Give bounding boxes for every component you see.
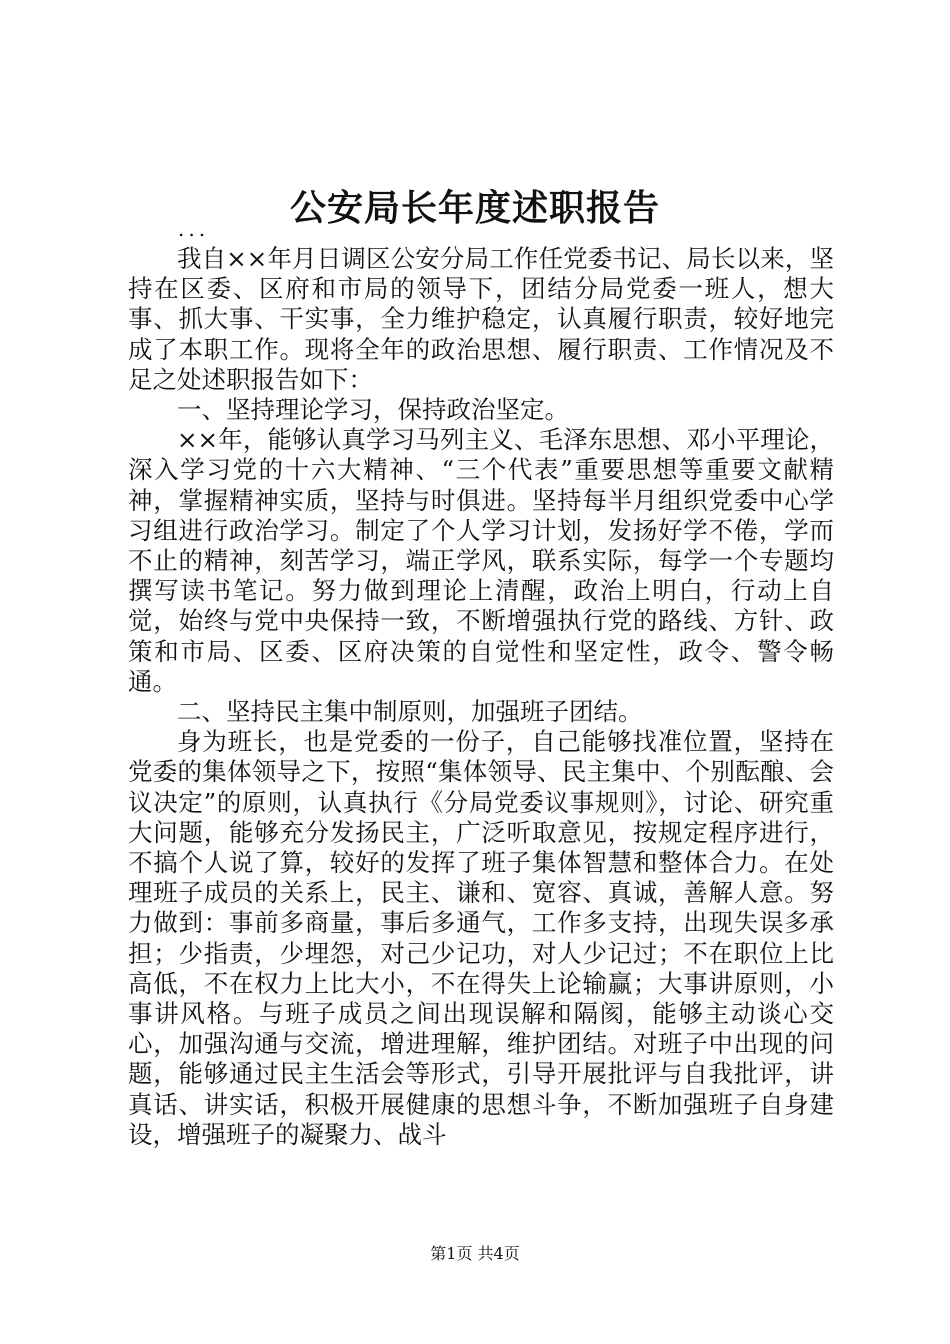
paragraph-section-1: ××年，能够认真学习马列主义、毛泽东思想、邓小平理论，深入学习党的十六大精神、“三个代表”重要思想等重要文献精神，掌握精神实质，坚持与时俱进。坚持每半月组织党委中心学习组进行政治学习。制定了个人学习计划，发扬好学不倦，学而不止的精神，刻苦学习，端正学风，联系实际，每学一个专题均撰写读书笔记。努力做到理论上清醒，政治上明白，行动上自觉，始终与党中央保持一致，不断增强执行党的路线、方针、政策和市局、区委、区府决策的自觉性和坚定性，政令、警令畅通。	[128, 425, 834, 696]
section-heading-2: 二、坚持民主集中制原则，加强班子团结。	[177, 697, 643, 727]
ellipsis-text: ...	[178, 217, 210, 241]
page-number: 第1页 共4页	[430, 1244, 520, 1263]
document-body	[128, 244, 834, 1150]
section-heading-1: 一、坚持理论学习，保持政治坚定。	[177, 395, 569, 425]
paragraph-section-2: 身为班长，也是党委的一份子，自己能够找准位置，坚持在党委的集体领导之下，按照“集体领导、民主集中、个别酝酿、会议决定”的原则，认真执行《分局党委议事规则》，讨论、研究重大问题，能够充分发扬民主，广泛听取意见，按规定程序进行，不搞个人说了算，较好的发挥了班子集体智慧和整体合力。在处理班子成员的关系上，民主、谦和、宽容、真诚，善解人意。努力做到：事前多商量，事后多通气，工作多支持，出现失误多承担；少指责，少埋怨，对己少记功，对人少记过；不在职位上比高低，不在权力上比大小，不在得失上论输赢；大事讲原则，小事讲风格。与班子成员之间出现误解和隔阂，能够主动谈心交心，加强沟通与交流，增进理解，维护团结。对班子中出现的问题，能够通过民主生活会等形式，引导开展批评与自我批评，讲真话、讲实话，积极开展健康的思想斗争，不断加强班子自身建设，增强班子的凝聚力、战斗	[128, 727, 834, 1149]
document-title: 公安局长年度述职报告	[289, 187, 660, 229]
page-footer	[0, 1242, 950, 1266]
paragraph-intro: 我自××年月日调区公安分局工作任党委书记、局长以来，坚持在区委、区府和市局的领导下，团结分局党委一班人，想大事、抓大事、干实事，全力维护稳定，认真履行职责，较好地完成了本职工作。现将全年的政治思想、履行职责、工作情况及不足之处述职报告如下：	[128, 244, 834, 394]
